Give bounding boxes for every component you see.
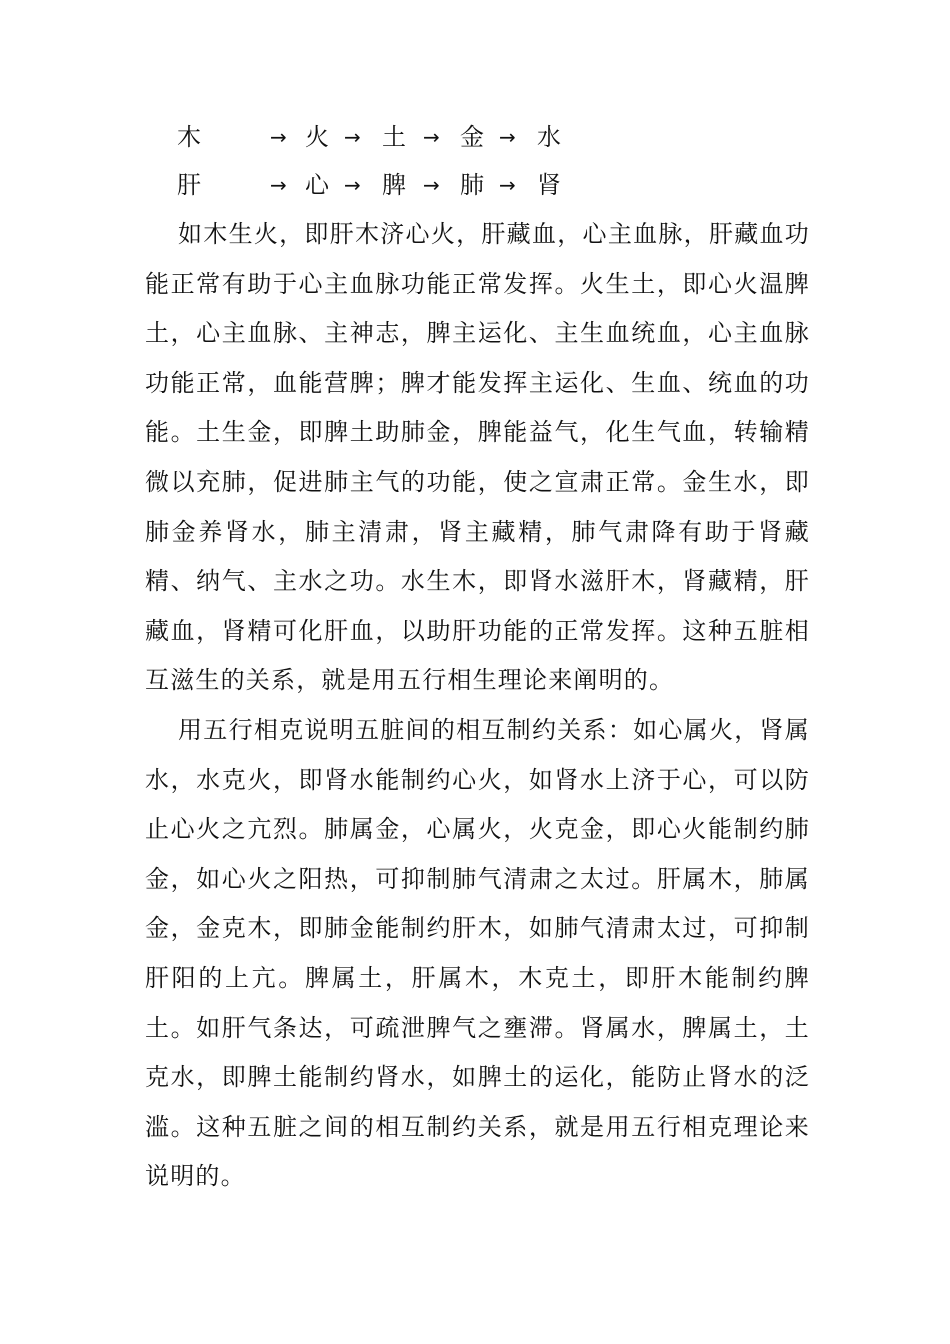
element-fire: 火 [305,123,329,151]
organ-spleen: 脾 [382,171,406,199]
arrow-icon: → [344,125,361,149]
arrow-icon: → [344,173,361,197]
arrow-icon: → [499,173,516,197]
organ-kidney: 肾 [537,171,561,199]
arrow-icon: → [423,125,440,149]
arrow-icon: → [270,125,287,149]
paragraph-generation: 如木生火，即肝木济心火，肝藏血，心主血脉，肝藏血功能正常有助于心主血脉功能正常发挥。火生土，即心火温脾土，心主血脉、主神志，脾主运化、主生血统血，心主血脉功能正常，血能营脾；脾才能发挥主运化、生血、统血的功能。土生金，即脾土助肺金，脾能益气，化生气血，转输精微以充肺，促进肺主气的功能，使之宣肃正常。金生水，即肺金养肾水，肺主清肃，肾主藏精，肺气肃降有助于肾藏精、纳气、主水之功。水生木，即肾水滋肝木，肾藏精，肝藏血，肾精可化肝血，以助肝功能的正常发挥。这种五脏相互滋生的关系，就是用五行相生理论来阐明的。 [145,220,810,695]
element-water: 水 [537,123,561,151]
organ-liver: 肝 [177,171,201,199]
arrow-icon: → [499,125,516,149]
arrow-icon: → [423,173,440,197]
arrow-icon: → [270,173,287,197]
element-wood: 木 [177,123,201,151]
body-text [145,210,810,1202]
element-earth: 土 [382,123,406,151]
organ-heart: 心 [305,171,329,199]
organ-lung: 肺 [460,171,484,199]
paragraph-restriction: 用五行相克说明五脏间的相互制约关系：如心属火，肾属水，水克火，即肾水能制约心火，如肾水上济于心，可以防止心火之亢烈。肺属金，心属火，火克金，即心火能制约肺金，如心火之阳热，可抑制肺气清肃之太过。肝属木，肺属金，金克木，即肺金能制约肝木，如肺气清肃太过，可抑制肝阳的上亢。脾属土，肝属木，木克土，即肝木能制约脾土。如肝气条达，可疏泄脾气之壅滞。肾属水，脾属土，土克水，即脾土能制约肾水，如脾土的运化，能防止肾水的泛滥。这种五脏之间的相互制约关系，就是用五行相克理论来说明的。 [145,715,810,1191]
element-metal: 金 [460,123,484,151]
